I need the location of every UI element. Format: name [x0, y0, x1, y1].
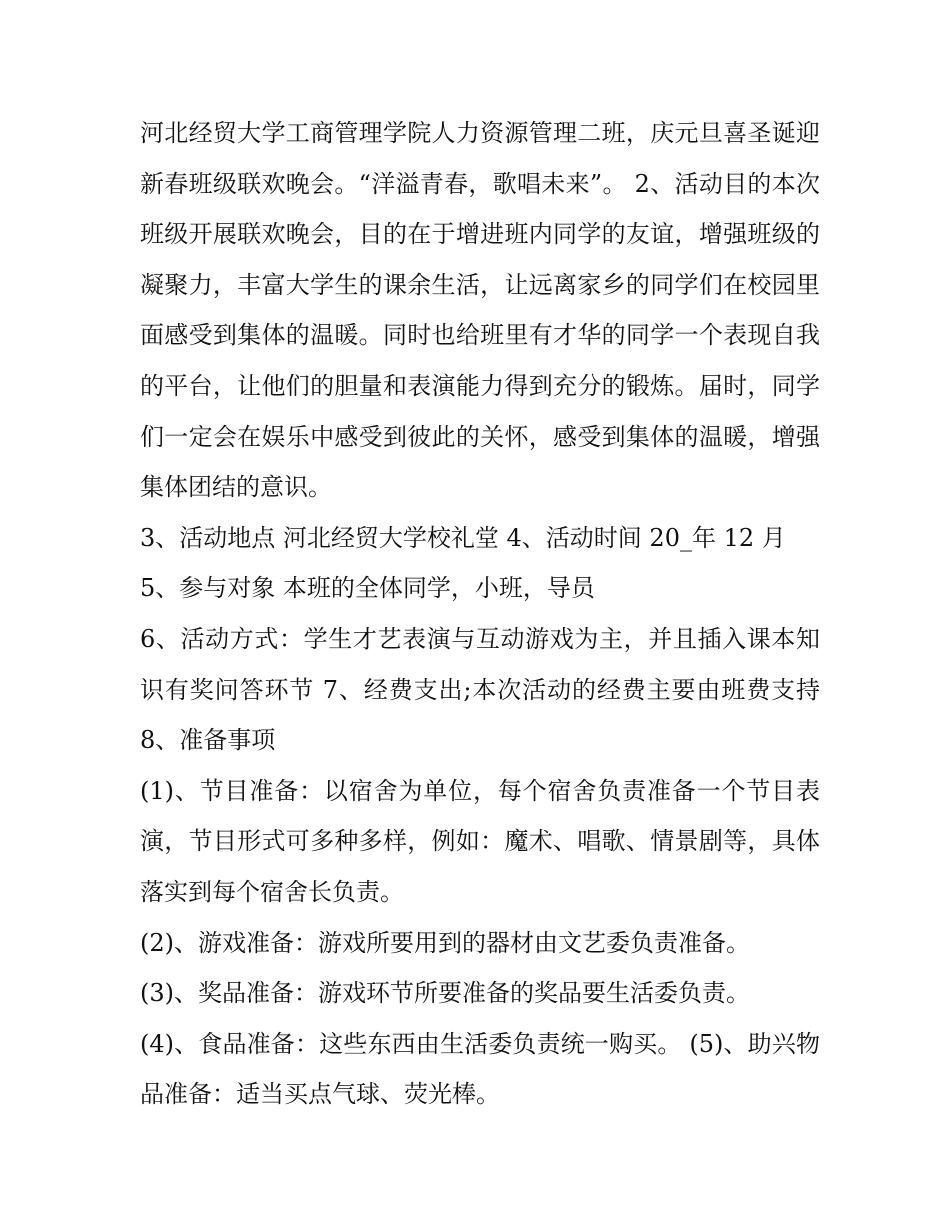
- paragraph-location-time: 3、活动地点 河北经贸大学校礼堂 4、活动时间 20_年 12 月: [140, 523, 786, 552]
- paragraph-event-purpose: 河北经贸大学工商管理学院人力资源管理二班，庆元旦喜圣诞迎新春班级联欢晚会。“洋溢青春，歌唱未来”。 2、活动目的本次班级开展联欢晚会，目的在于增进班内同学的友谊，增强班级的凝聚力，丰富大学生的课余生活，让远离家乡的同学们在校园里面感受到集体的温暖。同时也给班里有才华的同学一个表现自我的平台，让他们的胆量和表演能力得到充分的锻炼。届时，同学们一定会在娱乐中感受到彼此的关怀，感受到集体的温暖，增强集体团结的意识。: [140, 119, 820, 502]
- paragraph-activity-format: 6、活动方式：学生才艺表演与互动游戏为主，并且插入课本知识有奖问答环节 7、经费支出;本次活动的经费主要由班费支持 8、准备事项: [140, 624, 820, 755]
- paragraph-program-prep: (1)、节目准备：以宿舍为单位，每个宿舍负责准备一个节目表演，节目形式可多种多样，例如：魔术、唱歌、情景剧等，具体落实到每个宿舍长负责。: [140, 776, 820, 906]
- paragraph-prize-prep: (3)、奖品准备：游戏环节所要准备的奖品要生活委负责。: [140, 979, 750, 1008]
- paragraph-participants: 5、参与对象 本班的全体同学，小班，导员: [140, 574, 595, 603]
- document-body: [140, 108, 820, 1120]
- paragraph-game-prep: (2)、游戏准备：游戏所要用到的器材由文艺委负责准备。: [140, 928, 750, 957]
- paragraph-food-prep: (4)、食品准备：这些东西由生活委负责统一购买。 (5)、助兴物品准备：适当买点气球、荧光棒。: [140, 1029, 820, 1109]
